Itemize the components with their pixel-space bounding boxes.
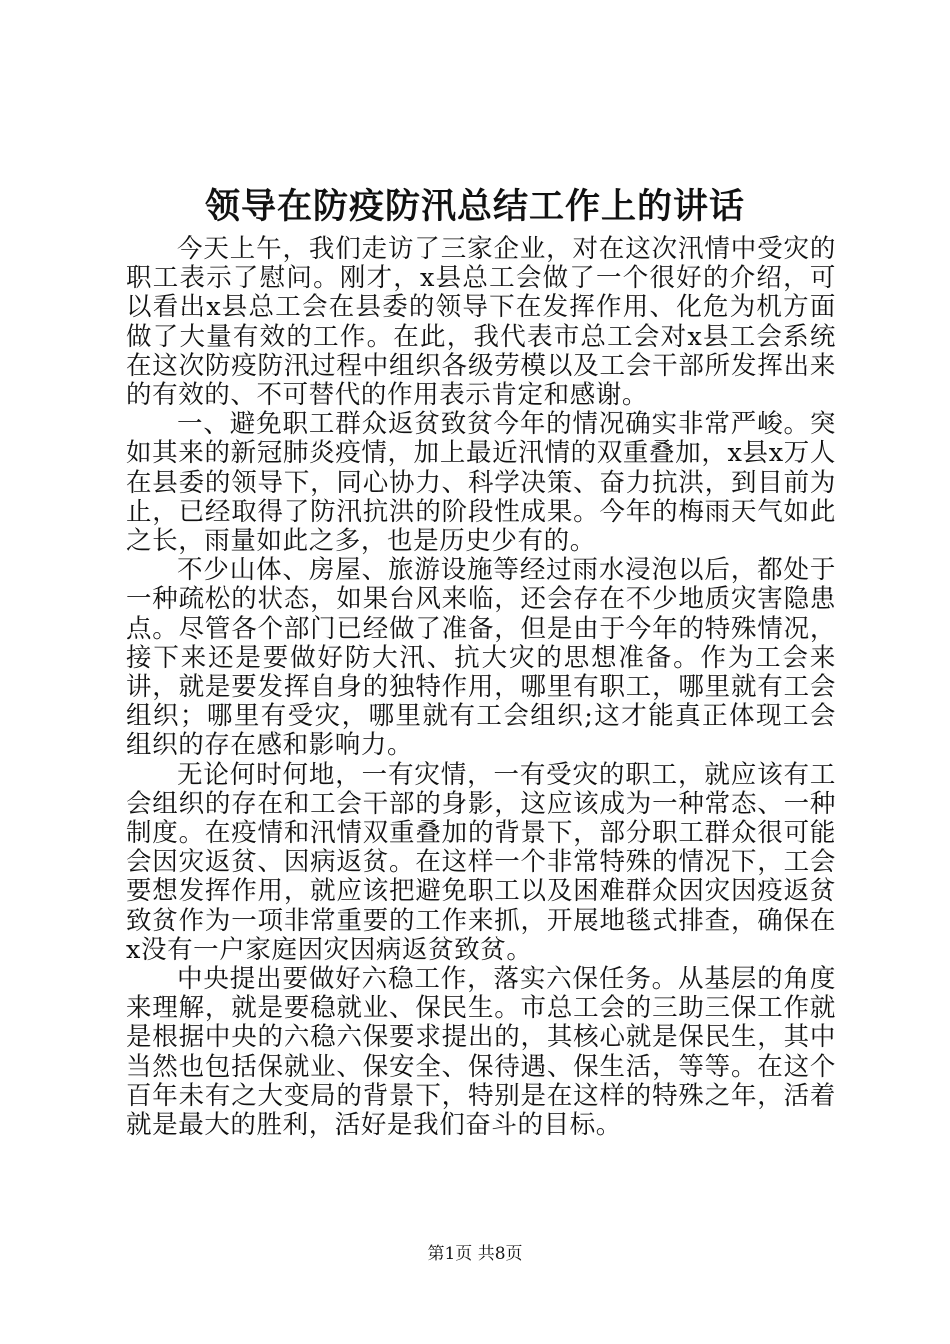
document-title: 领导在防疫防汛总结工作上的讲话 — [204, 186, 745, 227]
paragraph-3: 不少山体、房屋、旅游设施等经过雨水浸泡以后，都处于一种疏松的状态，如果台风来临，还会存在不少地质灾害隐患点。尽管各个部门已经做了准备，但是由于今年的特殊情况，接下来还是要做好防大汛、抗大灾的思想准备。作为工会来讲，就是要发挥自身的独特作用，哪里有职工，哪里就有工会组织；哪里有受灾，哪里就有工会组织;这才能真正体现工会组织的存在感和影响力。 — [126, 555, 836, 761]
page-number-footer: 第1页 共8页 — [427, 1244, 523, 1264]
paragraph-1: 今天上午，我们走访了三家企业，对在这次汛情中受灾的职工表示了慰问。刚才，x县总工会做了一个很好的介绍，可以看出x县总工会在县委的领导下在发挥作用、化危为机方面做了大量有效的工作。在此，我代表市总工会对x县工会系统在这次防疫防汛过程中组织各级劳模以及工会干部所发挥出来的有效的、不可替代的作用表示肯定和感谢。 — [126, 234, 836, 411]
document-body — [126, 235, 836, 1140]
paragraph-5: 中央提出要做好六稳工作，落实六保任务。从基层的角度来理解，就是要稳就业、保民生。市总工会的三助三保工作就是根据中央的六稳六保要求提出的，其核心就是保民生，其中当然也包括保就业、保安全、保待遇、保生活，等等。在这个百年未有之大变局的背景下，特别是在这样的特殊之年，活着就是最大的胜利，活好是我们奋斗的目标。 — [126, 964, 836, 1141]
paragraph-4: 无论何时何地，一有灾情，一有受灾的职工，就应该有工会组织的存在和工会干部的身影，这应该成为一种常态、一种制度。在疫情和汛情双重叠加的背景下，部分职工群众很可能会因灾返贫、因病返贫。在这样一个非常特殊的情况下，工会要想发挥作用，就应该把避免职工以及困难群众因灾因疫返贫致贫作为一项非常重要的工作来抓，开展地毯式排查，确保在x没有一户家庭因灾因病返贫致贫。 — [126, 759, 836, 965]
paragraph-2: 一、避免职工群众返贫致贫今年的情况确实非常严峻。突如其来的新冠肺炎疫情，加上最近汛情的双重叠加，x县x万人在县委的领导下，同心协力、科学决策、奋力抗洪，到目前为止，已经取得了防汛抗洪的阶段性成果。今年的梅雨天气如此之长，雨量如此之多，也是历史少有的。 — [126, 409, 836, 557]
